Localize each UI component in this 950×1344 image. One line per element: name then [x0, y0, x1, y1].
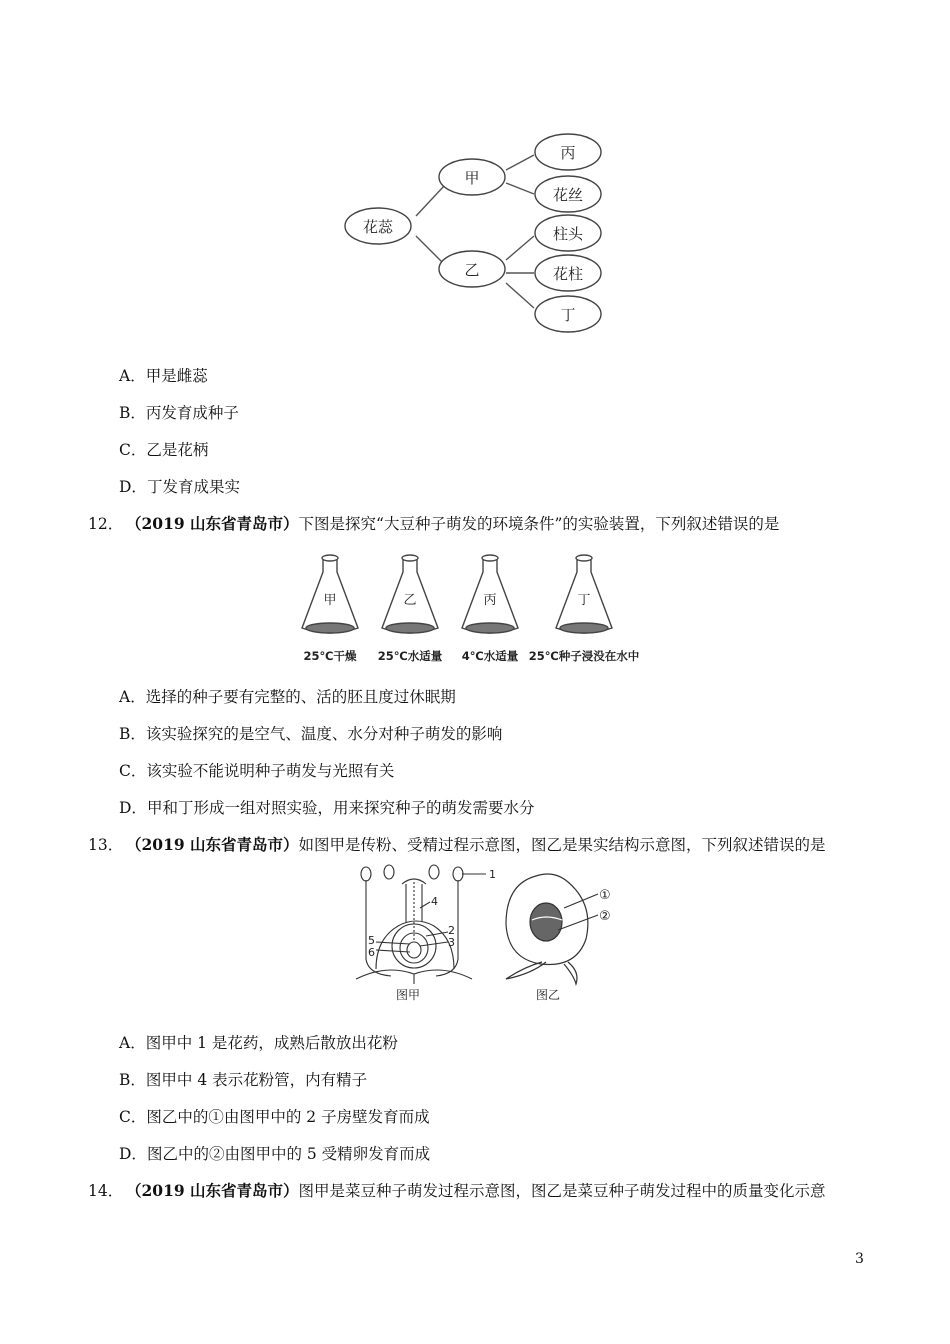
figure-b-fruit [506, 874, 598, 984]
q11-option-b: B．丙发育成种子 [119, 404, 239, 422]
b-child-label: 柱头 [552, 225, 584, 243]
q13-stem: 13． （2019 山东省青岛市）如图甲是传粉、受精过程示意图，图乙是果实结构示意图，下列叙述错误的是 [88, 835, 826, 854]
fig-a-label: 4 [431, 895, 438, 908]
q14-stem: 14． （2019 山东省青岛市）图甲是菜豆种子萌发过程示意图，图乙是菜豆种子萌发过程中的质量变化示意 [88, 1181, 826, 1200]
fig-b-label: ② [599, 909, 611, 924]
flask-caption: 25℃水适量 [377, 649, 443, 663]
seeds [560, 623, 608, 633]
flask-label: 丙 [483, 593, 497, 608]
b-label: 乙 [464, 261, 480, 279]
q13-option-d: D．图乙中的②由图甲中的 5 受精卵发育而成 [119, 1145, 431, 1163]
fig-a-label: 3 [448, 936, 455, 949]
q13-option-b: B．图甲中 4 表示花粉管，内有精子 [119, 1071, 368, 1089]
fig-b-label: ① [599, 888, 611, 903]
a-child-label: 花丝 [552, 186, 584, 204]
q13-option-c: C．图乙中的①由图甲中的 2 子房壁发育而成 [119, 1108, 430, 1126]
q12-option-b: B．该实验探究的是空气、温度、水分对种子萌发的影响 [119, 725, 503, 743]
flask-label: 乙 [403, 593, 417, 608]
fig-a-label: 2 [448, 924, 455, 937]
seeds [306, 623, 354, 633]
flower-structure-diagram [338, 128, 610, 338]
seed-germination-flasks [292, 548, 667, 666]
seeds [386, 623, 434, 633]
q11-option-a: A．甲是雌蕊 [119, 367, 208, 385]
seeds [466, 623, 514, 633]
q11-option-d: D．丁发育成果实 [119, 478, 240, 496]
q12-option-a: A．选择的种子要有完整的、活的胚且度过休眠期 [119, 688, 456, 706]
fig-a-label: 1 [489, 868, 496, 881]
q11-option-c: C．乙是花柄 [119, 441, 209, 459]
fig-a-label: 6 [368, 946, 375, 959]
b-child-label: 丁 [560, 306, 576, 324]
q12-stem: 12． （2019 山东省青岛市）下图是探究“大豆种子萌发的环境条件”的实验装置，下列叙述错误的是 [88, 514, 780, 533]
q12-option-d: D．甲和丁形成一组对照实验，用来探究种子的萌发需要水分 [119, 799, 535, 817]
flask-label: 丁 [577, 593, 591, 608]
q13-option-a: A．图甲中 1 是花药，成熟后散放出花粉 [119, 1034, 398, 1052]
q12-option-c: C．该实验不能说明种子萌发与光照有关 [119, 762, 395, 780]
fig-a-label: 5 [368, 934, 375, 947]
b-child-label: 花柱 [552, 265, 584, 283]
a-child-label: 丙 [560, 144, 576, 162]
a-label: 甲 [464, 169, 480, 187]
fig-b-caption: 图乙 [536, 988, 561, 1002]
fig-a-caption: 图甲 [396, 988, 421, 1002]
flask-caption: 25℃干燥 [303, 649, 357, 663]
flask-caption: 25℃种子浸没在水中 [528, 649, 640, 663]
pollination-fruit-figures [336, 864, 636, 1004]
root-label: 花蕊 [362, 218, 394, 236]
page-number: 3 [855, 1251, 864, 1267]
figure-a-pollination [356, 865, 486, 984]
flask-label: 甲 [323, 593, 337, 608]
flask-caption: 4℃水适量 [461, 649, 519, 663]
